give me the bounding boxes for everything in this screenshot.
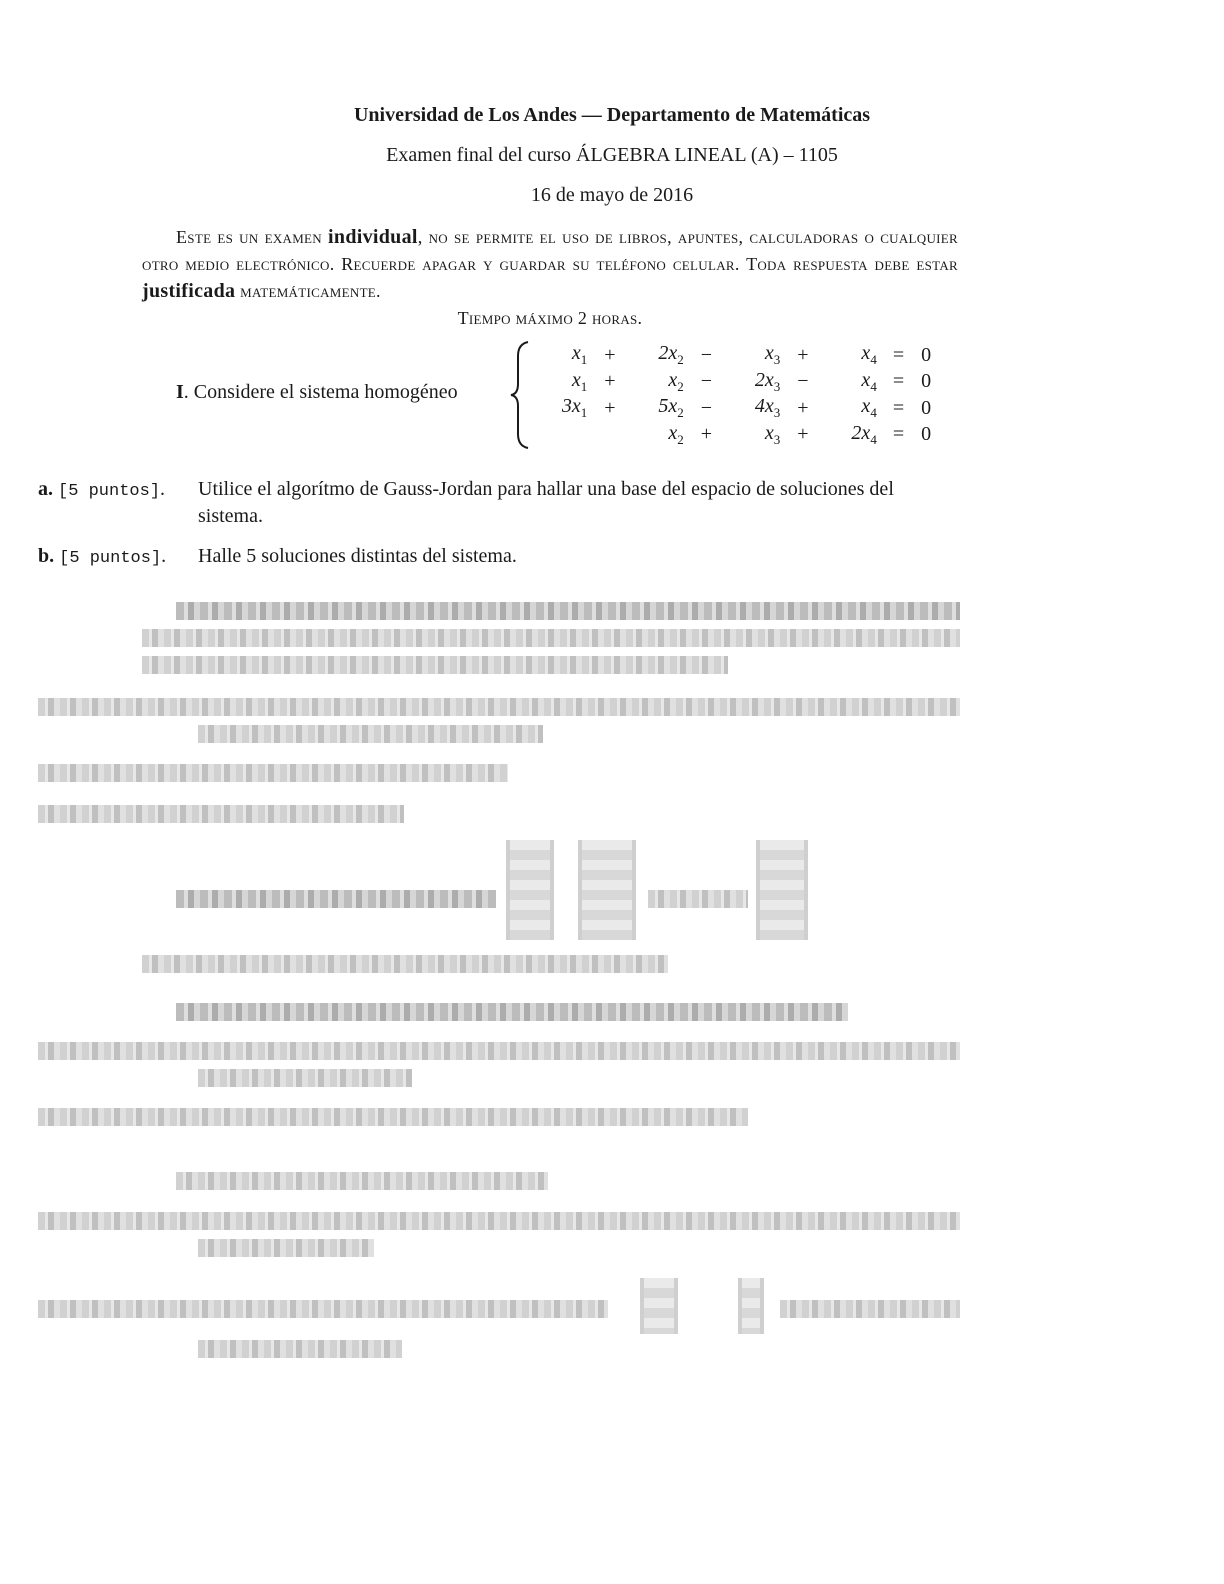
instructions-emphasis-justificada: justificada (142, 280, 236, 302)
problem-1-item-b (38, 543, 968, 571)
equation-operator: − (797, 370, 809, 393)
item-separator: . (161, 545, 167, 567)
left-brace-icon (508, 340, 530, 450)
term-coefficient: 2x (754, 368, 774, 391)
item-label (38, 543, 166, 572)
redacted-matrix (640, 1278, 678, 1334)
term-subscript: 1 (580, 352, 588, 368)
equals-sign: = (892, 423, 905, 446)
term-coefficient: x (668, 368, 678, 391)
equation-term (629, 369, 688, 396)
problem-1-statement (176, 381, 458, 404)
term-coefficient: x (571, 342, 581, 365)
equation-system (532, 342, 936, 448)
term-coefficient: x (571, 368, 581, 391)
equation-term (822, 395, 881, 422)
redacted-line (648, 890, 748, 908)
exam-header-title: Universidad de Los Andes — Departamento de Matemáticas (353, 104, 871, 126)
term-coefficient: 2x (851, 421, 871, 444)
item-letter: a. (38, 478, 53, 500)
exam-instructions (142, 224, 958, 332)
term-coefficient: 4x (754, 395, 774, 418)
equation-rhs: 0 (921, 343, 932, 366)
item-text: Halle 5 soluciones distintas del sistema. (198, 545, 517, 567)
equation-operator: + (797, 343, 809, 366)
redacted-matrix (506, 840, 554, 940)
redacted-line (142, 629, 960, 647)
equation-operator: − (700, 343, 713, 366)
redacted-line (780, 1300, 960, 1318)
equation-term (725, 369, 784, 396)
item-letter: b. (38, 545, 55, 567)
item-text: Utilice el algorítmo de Gauss-Jordan para hallar una base del espacio de soluciones del sistema. (198, 478, 894, 527)
instructions-text: Este es un examen (176, 227, 329, 247)
term-coefficient: 2x (658, 342, 678, 365)
item-points: [5 puntos] (58, 482, 161, 501)
equation-term (725, 395, 784, 422)
redacted-line (176, 890, 496, 908)
redacted-line (176, 1003, 848, 1021)
instructions-time-limit: Tiempo máximo 2 horas. (457, 308, 643, 328)
problem-number: I (176, 381, 184, 403)
term-coefficient: x (861, 342, 871, 365)
term-subscript: 3 (773, 431, 781, 447)
redacted-line (38, 1108, 748, 1126)
equation-term (532, 395, 591, 422)
equals-sign: = (892, 343, 905, 366)
instructions-text: matemáticamente. (235, 281, 381, 301)
term-subscript: 4 (870, 431, 877, 447)
equation-row (532, 369, 936, 396)
redacted-line (198, 1239, 374, 1257)
term-coefficient: x (764, 342, 774, 365)
term-subscript: 2 (677, 352, 684, 368)
term-coefficient: 5x (658, 395, 678, 418)
redacted-line (38, 1042, 960, 1060)
exam-course-subtitle: Examen final del curso ÁLGEBRA LINEAL (A) – 1105 (386, 144, 838, 166)
term-coefficient: x (861, 368, 871, 391)
redacted-line (198, 1340, 402, 1358)
equation-operator: + (700, 423, 713, 446)
equation-term (532, 422, 591, 449)
redacted-line (142, 656, 728, 674)
equation-row (532, 342, 936, 369)
redacted-line (198, 1069, 412, 1087)
problem-1-item-a (38, 476, 968, 532)
term-subscript: 1 (580, 378, 588, 394)
item-label (38, 476, 165, 505)
equation-term (822, 369, 881, 396)
equation-operator: − (700, 370, 713, 393)
term-coefficient: x (668, 421, 678, 444)
problem-statement-text: . Considere el sistema homogéneo (183, 381, 458, 403)
redacted-content (0, 590, 1224, 1390)
term-subscript: 3 (773, 378, 781, 394)
equation-rhs: 0 (921, 423, 932, 446)
exam-date: 16 de mayo de 2016 (530, 184, 694, 206)
redacted-matrix (578, 840, 636, 940)
equation-rhs: 0 (921, 370, 932, 393)
redacted-line (176, 602, 960, 620)
redacted-line (38, 1212, 960, 1230)
item-points: [5 puntos] (59, 549, 162, 568)
equation-operator: + (604, 343, 616, 366)
term-coefficient: 3x (561, 395, 581, 418)
equation-operator (591, 422, 628, 449)
equation-term (629, 342, 688, 369)
equation-row (532, 395, 936, 422)
equation-row (532, 422, 936, 449)
equals-sign: = (892, 396, 905, 419)
term-subscript: 4 (870, 352, 877, 368)
instructions-paragraph (142, 224, 958, 305)
redacted-line (142, 955, 668, 973)
redacted-matrix (738, 1278, 764, 1334)
term-coefficient: x (764, 421, 774, 444)
equation-term (532, 342, 591, 369)
term-coefficient: x (861, 395, 871, 418)
term-subscript: 2 (677, 378, 684, 394)
instructions-text: , no se permite el uso de libros, apuntes, calculadoras o cualquier otro medio electrónico. Recuerde apagar y guardar su teléfono celular. Toda respuesta debe estar (142, 227, 959, 274)
term-subscript: 4 (870, 405, 877, 421)
term-subscript: 3 (773, 405, 781, 421)
equation-operator: + (604, 396, 616, 419)
equation-term (629, 422, 688, 449)
redacted-line (38, 1300, 608, 1318)
equation-term (532, 369, 591, 396)
term-subscript: 3 (773, 352, 781, 368)
equation-operator: + (604, 370, 616, 393)
term-subscript: 1 (580, 405, 588, 421)
item-separator: . (160, 478, 166, 500)
redacted-line (198, 725, 543, 743)
term-subscript: 2 (677, 405, 684, 421)
equation-term (822, 422, 881, 449)
equation-operator: − (700, 396, 713, 419)
equation-operator: + (797, 423, 809, 446)
equation-term (822, 342, 881, 369)
redacted-line (38, 698, 960, 716)
redacted-line (38, 805, 404, 823)
equation-operator: + (797, 396, 809, 419)
problem-1 (176, 340, 936, 452)
term-subscript: 4 (870, 378, 877, 394)
equation-rhs: 0 (921, 396, 932, 419)
term-subscript: 2 (677, 431, 684, 447)
equation-term (629, 395, 688, 422)
instructions-emphasis-individual: individual (328, 226, 418, 248)
redacted-matrix (756, 840, 808, 940)
redacted-line (176, 1172, 548, 1190)
redacted-line (38, 764, 508, 782)
equals-sign: = (892, 370, 905, 393)
equation-term (725, 422, 784, 449)
equation-term (725, 342, 784, 369)
